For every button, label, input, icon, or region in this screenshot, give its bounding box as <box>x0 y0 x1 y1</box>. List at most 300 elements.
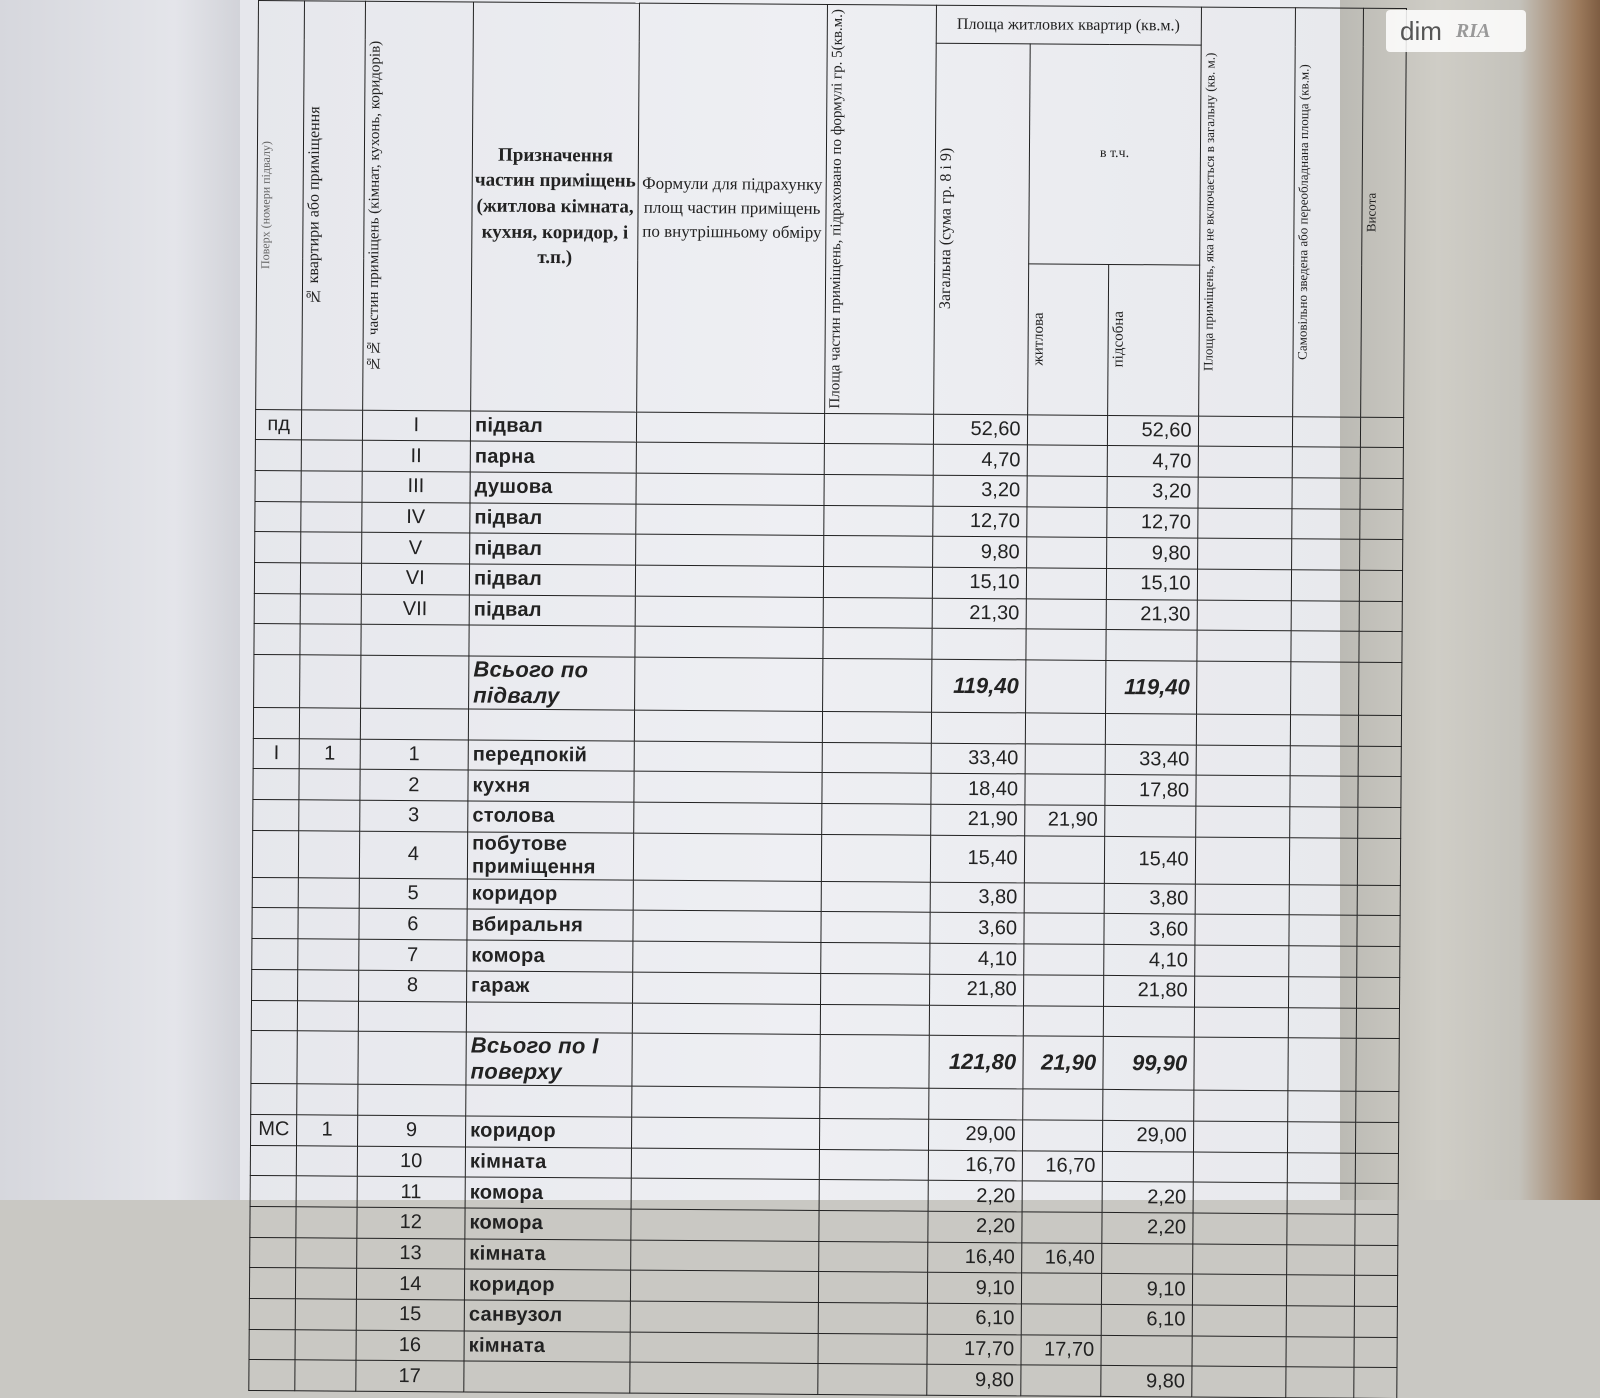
cell-formula <box>632 1033 820 1087</box>
cell-part-no: 3 <box>359 800 468 831</box>
cell-part-area <box>822 711 931 742</box>
cell-auxiliary-area: 6,10 <box>1101 1304 1192 1335</box>
cell-unauthorized-area <box>1292 447 1360 478</box>
cell-floor <box>255 532 302 563</box>
cell-height <box>1357 916 1400 947</box>
cell-height <box>1357 977 1400 1008</box>
cell-part-area <box>821 973 930 1004</box>
cell-part-no: 8 <box>358 970 467 1001</box>
cell-formula <box>633 833 821 881</box>
cell-purpose: гараж <box>467 971 633 1003</box>
cell-floor: МС <box>251 1114 298 1145</box>
cell-total-area <box>931 712 1025 743</box>
table-row <box>252 830 1400 885</box>
watermark-logo <box>1386 10 1526 52</box>
header-part-area: Площа частин приміщень, підраховано по формулі гр. 5(кв.м.) <box>825 4 936 413</box>
header-floor: Поверх (номери підвалу) <box>256 1 305 410</box>
cell-auxiliary-area: 2,20 <box>1101 1212 1192 1243</box>
cell-floor <box>255 470 302 501</box>
cell-auxiliary-area: 15,10 <box>1106 568 1197 599</box>
cell-part-area <box>823 658 932 712</box>
cell-part-area <box>821 943 930 974</box>
cell-part-no: 5 <box>359 878 468 909</box>
cell-unauthorized-area <box>1287 1152 1355 1183</box>
cell-total-area: 12,70 <box>932 506 1026 537</box>
cell-purpose: коридор <box>464 1269 630 1301</box>
cell-part-area <box>824 505 933 536</box>
cell-total-area: 33,40 <box>931 743 1025 774</box>
cell-purpose: кімната <box>465 1147 631 1179</box>
cell-excluded-area <box>1196 630 1291 661</box>
cell-total-area: 119,40 <box>931 659 1025 713</box>
cell-floor <box>253 708 300 739</box>
cell-height <box>1359 632 1402 663</box>
cell-part-no: 13 <box>356 1238 465 1269</box>
cell-floor <box>249 1299 296 1330</box>
cell-floor <box>249 1268 296 1299</box>
cell-auxiliary-area: 29,00 <box>1102 1120 1193 1151</box>
cell-formula <box>636 442 824 474</box>
cell-part-area <box>820 1035 929 1089</box>
cell-formula <box>632 1086 820 1118</box>
cell-part-no: 14 <box>356 1269 465 1300</box>
cell-living-area <box>1025 660 1105 714</box>
cell-purpose <box>464 1361 630 1393</box>
cell-apartment <box>300 708 360 739</box>
cell-height <box>1358 777 1401 808</box>
cell-living-area <box>1023 1005 1103 1036</box>
cell-apartment <box>296 1268 356 1299</box>
cell-auxiliary-area: 3,80 <box>1104 883 1195 914</box>
cell-apartment <box>302 409 362 440</box>
cell-part-no <box>358 1001 467 1032</box>
cell-part-no <box>360 655 469 709</box>
cell-excluded-area <box>1192 1244 1287 1275</box>
cell-living-area <box>1022 1089 1102 1120</box>
cell-apartment <box>301 501 361 532</box>
cell-formula <box>636 473 824 505</box>
cell-apartment <box>298 908 358 939</box>
cell-unauthorized-area <box>1287 1183 1355 1214</box>
cell-formula <box>634 710 822 742</box>
room-area-table-wrapper <box>248 0 1407 1398</box>
cell-apartment <box>301 471 361 502</box>
cell-floor <box>251 1031 298 1084</box>
cell-unauthorized-area <box>1289 915 1357 946</box>
cell-purpose: Всього по підвалу <box>469 656 635 710</box>
cell-unauthorized-area <box>1292 570 1360 601</box>
cell-auxiliary-area <box>1105 630 1196 661</box>
cell-height <box>1359 662 1402 715</box>
cell-part-no: 16 <box>356 1330 465 1361</box>
cell-part-no: 9 <box>357 1115 466 1146</box>
cell-unauthorized-area <box>1286 1367 1354 1398</box>
cell-height <box>1360 478 1403 509</box>
cell-auxiliary-area: 3,60 <box>1103 914 1194 945</box>
cell-auxiliary-area: 9,80 <box>1106 538 1197 569</box>
cell-floor <box>252 908 299 939</box>
cell-part-area <box>819 1210 928 1241</box>
cell-floor <box>253 800 300 831</box>
cell-purpose: передпокій <box>468 740 634 772</box>
cell-apartment <box>301 563 361 594</box>
header-including: в т.ч. <box>1028 44 1201 265</box>
cell-living-area <box>1023 913 1103 944</box>
cell-height <box>1358 807 1401 838</box>
cell-living-area: 16,40 <box>1021 1243 1101 1274</box>
cell-part-area <box>821 912 930 943</box>
cell-apartment <box>296 1299 356 1330</box>
cell-excluded-area <box>1194 1007 1289 1038</box>
cell-part-no: III <box>362 471 471 502</box>
cell-part-no: 12 <box>356 1207 465 1238</box>
cell-unauthorized-area <box>1288 1122 1356 1153</box>
cell-unauthorized-area <box>1290 807 1358 838</box>
cell-apartment <box>301 593 361 624</box>
cell-excluded-area <box>1195 806 1290 837</box>
cell-height <box>1361 417 1404 448</box>
cell-part-no: 7 <box>358 939 467 970</box>
cell-purpose: парна <box>470 441 636 473</box>
cell-living-area: 21,90 <box>1022 1036 1102 1090</box>
cell-purpose: підвал <box>469 595 635 627</box>
cell-purpose: комора <box>467 940 633 972</box>
cell-auxiliary-area: 4,10 <box>1103 945 1194 976</box>
cell-purpose: комора <box>465 1208 631 1240</box>
cell-floor: I <box>253 738 300 769</box>
cell-total-area: 52,60 <box>933 414 1027 445</box>
cell-apartment <box>297 1031 358 1084</box>
cell-excluded-area <box>1195 775 1290 806</box>
cell-purpose <box>466 1085 632 1117</box>
cell-height <box>1360 447 1403 478</box>
cell-apartment <box>301 532 361 563</box>
cell-part-no: IV <box>361 502 470 533</box>
cell-floor <box>253 769 300 800</box>
header-total-area: Загальна (сума гр. 8 і 9) <box>933 43 1030 414</box>
cell-height <box>1360 509 1403 540</box>
cell-height <box>1359 715 1402 746</box>
cell-living-area <box>1021 1273 1101 1304</box>
cell-total-area: 21,30 <box>932 598 1026 629</box>
cell-formula <box>631 1240 819 1272</box>
cell-height <box>1356 1091 1399 1122</box>
cell-floor <box>250 1145 297 1176</box>
cell-total-area: 21,80 <box>929 974 1023 1005</box>
cell-part-no: 15 <box>356 1299 465 1330</box>
cell-apartment <box>299 800 359 831</box>
cell-part-area <box>823 566 932 597</box>
cell-excluded-area <box>1192 1213 1287 1244</box>
cell-part-no: VI <box>361 563 470 594</box>
cell-total-area: 16,40 <box>927 1242 1021 1273</box>
header-height: Висота <box>1361 8 1407 417</box>
cell-height <box>1354 1306 1397 1337</box>
header-excluded-area: Площа приміщень, яка не включається в загальну (кв. м.) <box>1198 7 1295 416</box>
cell-total-area: 16,70 <box>928 1150 1022 1181</box>
cell-floor <box>254 562 301 593</box>
cell-part-no: 1 <box>360 739 469 770</box>
cell-auxiliary-area <box>1101 1243 1192 1274</box>
cell-excluded-area <box>1194 945 1289 976</box>
cell-unauthorized-area <box>1290 838 1358 885</box>
cell-formula <box>634 802 822 834</box>
cell-formula <box>631 1178 819 1210</box>
header-formulas: Формули для підрахунку площ частин приміщень по внутрішньому обміру <box>637 3 828 413</box>
cell-purpose: кімната <box>464 1331 630 1363</box>
cell-floor <box>252 830 299 877</box>
cell-part-area <box>821 834 930 882</box>
cell-part-area <box>819 1149 928 1180</box>
cell-excluded-area <box>1196 661 1291 715</box>
cell-excluded-area <box>1196 714 1291 745</box>
cell-purpose <box>469 625 635 657</box>
cell-living-area <box>1022 1120 1102 1151</box>
cell-floor <box>249 1329 296 1360</box>
cell-total-area: 4,10 <box>929 943 1023 974</box>
cell-formula <box>631 1148 819 1180</box>
cell-apartment <box>299 769 359 800</box>
cell-formula <box>636 412 824 444</box>
cell-formula <box>636 534 824 566</box>
cell-living-area <box>1023 944 1103 975</box>
cell-purpose: підвал <box>469 564 635 596</box>
cell-auxiliary-area: 12,70 <box>1106 507 1197 538</box>
cell-purpose: санвузол <box>464 1300 630 1332</box>
cell-apartment <box>299 878 359 909</box>
cell-floor <box>255 440 302 471</box>
cell-part-area <box>824 413 933 444</box>
cell-auxiliary-area <box>1101 1335 1192 1366</box>
cell-excluded-area <box>1198 416 1293 447</box>
cell-part-area <box>820 1004 929 1035</box>
cell-purpose <box>466 1002 632 1034</box>
header-living-apartments-area: Площа житлових квартир (кв.м.) <box>936 5 1201 45</box>
cell-height <box>1357 946 1400 977</box>
cell-living-area <box>1024 883 1104 914</box>
cell-auxiliary-area <box>1105 713 1196 744</box>
cell-height <box>1356 1008 1399 1039</box>
cell-living-area <box>1025 629 1105 660</box>
cell-floor <box>249 1360 296 1391</box>
cell-apartment <box>296 1207 356 1238</box>
cell-part-no <box>360 625 469 656</box>
cell-total-area: 3,20 <box>933 475 1027 506</box>
cell-floor: пд <box>255 409 302 440</box>
cell-purpose: коридор <box>466 1116 632 1148</box>
cell-total-area: 17,70 <box>927 1334 1021 1365</box>
cell-part-area <box>819 1180 928 1211</box>
cell-formula <box>630 1332 818 1364</box>
cell-living-area <box>1027 445 1107 476</box>
cell-floor <box>250 1206 297 1237</box>
cell-living-area <box>1026 506 1106 537</box>
cell-purpose: вбиральня <box>467 909 633 941</box>
cell-excluded-area <box>1192 1274 1287 1305</box>
cell-height <box>1354 1368 1397 1398</box>
cell-part-area <box>820 1118 929 1149</box>
table-body <box>249 409 1404 1398</box>
cell-auxiliary-area: 52,60 <box>1107 415 1198 446</box>
cell-living-area <box>1021 1212 1101 1243</box>
cell-part-no: 4 <box>359 831 468 879</box>
cell-total-area: 6,10 <box>927 1303 1021 1334</box>
cell-excluded-area <box>1192 1305 1287 1336</box>
cell-excluded-area <box>1197 508 1292 539</box>
cell-purpose: столова <box>468 801 634 833</box>
cell-floor <box>254 624 301 655</box>
cell-total-area <box>929 1005 1023 1036</box>
cell-total-area: 29,00 <box>928 1119 1022 1150</box>
cell-formula <box>636 504 824 536</box>
header-auxiliary-area: підсобна <box>1107 264 1199 416</box>
cell-unauthorized-area <box>1286 1336 1354 1367</box>
total-row <box>251 1031 1400 1092</box>
cell-auxiliary-area <box>1103 1006 1194 1037</box>
cell-total-area <box>931 629 1025 660</box>
header-purpose: Призначення частин приміщень (житлова кімната, кухня, коридор, і т.п.) <box>471 2 640 412</box>
cell-excluded-area <box>1193 1037 1288 1091</box>
cell-excluded-area <box>1197 569 1292 600</box>
cell-unauthorized-area <box>1287 1244 1355 1275</box>
cell-part-no: II <box>362 440 471 471</box>
cell-apartment <box>302 440 362 471</box>
cell-unauthorized-area <box>1291 631 1359 662</box>
cell-living-area <box>1021 1304 1101 1335</box>
cell-part-area <box>818 1333 927 1364</box>
cell-unauthorized-area <box>1286 1306 1354 1337</box>
left-page-background <box>0 0 250 1200</box>
cell-part-no: 11 <box>357 1177 466 1208</box>
cell-purpose: підвал <box>470 411 636 443</box>
cell-part-area <box>822 804 931 835</box>
cell-formula <box>633 972 821 1004</box>
cell-formula <box>635 565 823 597</box>
cell-unauthorized-area <box>1292 539 1360 570</box>
cell-part-no: I <box>362 410 471 441</box>
cell-height <box>1359 601 1402 632</box>
cell-formula <box>633 880 821 912</box>
cell-excluded-area <box>1191 1366 1286 1397</box>
cell-height <box>1355 1183 1398 1214</box>
watermark-ria: RIA <box>1455 19 1491 42</box>
cell-auxiliary-area: 33,40 <box>1105 744 1196 775</box>
cell-unauthorized-area <box>1292 478 1360 509</box>
cell-floor <box>252 939 299 970</box>
cell-excluded-area <box>1194 915 1289 946</box>
cell-formula <box>634 772 822 804</box>
cell-height <box>1360 570 1403 601</box>
cell-purpose: комора <box>465 1177 631 1209</box>
cell-excluded-area <box>1193 1121 1288 1152</box>
cell-living-area <box>1025 744 1105 775</box>
cell-excluded-area <box>1193 1090 1288 1121</box>
cell-height <box>1355 1153 1398 1184</box>
cell-total-area: 9,80 <box>926 1365 1020 1396</box>
cell-height <box>1354 1337 1397 1368</box>
cell-part-area <box>818 1272 927 1303</box>
header-living-area: житлова <box>1027 263 1108 415</box>
cell-total-area: 21,90 <box>930 804 1024 835</box>
cell-total-area: 15,40 <box>930 835 1024 883</box>
cell-living-area <box>1020 1365 1100 1396</box>
cell-excluded-area <box>1193 1182 1288 1213</box>
cell-floor <box>254 593 301 624</box>
cell-apartment <box>298 939 358 970</box>
cell-floor <box>254 655 301 708</box>
cell-apartment <box>298 970 358 1001</box>
cell-formula <box>635 657 823 711</box>
cell-part-area <box>820 1088 929 1119</box>
cell-living-area <box>1024 836 1104 884</box>
cell-excluded-area <box>1194 976 1289 1007</box>
cell-part-no: VII <box>361 594 470 625</box>
cell-purpose: підвал <box>470 533 636 565</box>
total-row <box>254 655 1403 716</box>
cell-formula <box>633 941 821 973</box>
cell-apartment <box>295 1360 355 1391</box>
cell-unauthorized-area <box>1289 885 1357 916</box>
cell-total-area: 3,80 <box>930 882 1024 913</box>
cell-part-area <box>823 628 932 659</box>
cell-height <box>1355 1214 1398 1245</box>
cell-part-area <box>821 881 930 912</box>
cell-unauthorized-area <box>1288 1007 1356 1038</box>
cell-living-area <box>1023 975 1103 1006</box>
cell-total-area: 18,40 <box>930 774 1024 805</box>
cell-apartment <box>297 1145 357 1176</box>
cell-formula <box>635 626 823 658</box>
cell-total-area: 15,10 <box>932 567 1026 598</box>
cell-living-area: 16,70 <box>1022 1150 1102 1181</box>
header-unauthorized-area: Самовільно зведена або переобладнана площа (кв.м.) <box>1293 8 1364 417</box>
cell-auxiliary-area: 119,40 <box>1105 660 1196 714</box>
cell-part-area <box>824 474 933 505</box>
cell-apartment <box>295 1330 355 1361</box>
cell-formula <box>631 1209 819 1241</box>
cell-part-no: 10 <box>357 1146 466 1177</box>
cell-formula <box>630 1270 818 1302</box>
cell-height <box>1355 1245 1398 1276</box>
cell-excluded-area <box>1197 600 1292 631</box>
cell-unauthorized-area <box>1293 416 1361 447</box>
cell-height <box>1356 1122 1399 1153</box>
cell-part-no: 17 <box>355 1361 464 1392</box>
cell-auxiliary-area: 17,80 <box>1104 775 1195 806</box>
cell-unauthorized-area <box>1291 600 1359 631</box>
cell-apartment <box>296 1176 356 1207</box>
cell-auxiliary-area: 15,40 <box>1104 836 1195 884</box>
cell-part-area <box>824 444 933 475</box>
watermark-dim: dim <box>1400 15 1442 46</box>
cell-apartment <box>296 1237 356 1268</box>
cell-unauthorized-area <box>1291 662 1359 715</box>
cell-excluded-area <box>1193 1152 1288 1183</box>
cell-height <box>1358 838 1401 885</box>
cell-total-area <box>928 1088 1022 1119</box>
cell-part-no <box>357 1031 466 1085</box>
cell-excluded-area <box>1195 837 1290 885</box>
cell-part-area <box>819 1241 928 1272</box>
cell-floor <box>255 501 302 532</box>
cell-living-area <box>1027 414 1107 445</box>
cell-purpose: коридор <box>467 879 633 911</box>
cell-floor <box>251 1084 298 1115</box>
cell-auxiliary-area <box>1104 806 1195 837</box>
cell-auxiliary-area: 9,80 <box>1100 1366 1191 1397</box>
cell-excluded-area <box>1195 884 1290 915</box>
cell-purpose: побутове приміщення <box>467 832 633 880</box>
